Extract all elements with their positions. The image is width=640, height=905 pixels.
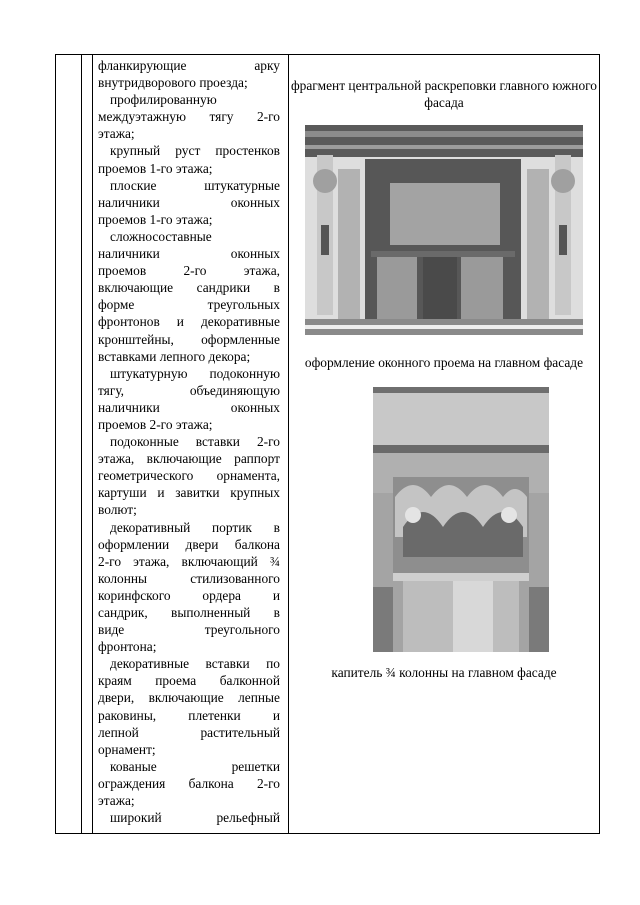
description-line: широкий рельефный	[110, 810, 280, 826]
description-line: двери, включающие лепные	[98, 690, 280, 706]
description-line: профилированную	[110, 92, 217, 108]
description-line: штукатурную подоконную	[110, 365, 280, 381]
description-line: 2-го этажа, включающий ¾	[98, 553, 280, 569]
description-line: виде треугольного	[98, 622, 280, 638]
description-line: вставками лепного декора;	[98, 348, 251, 364]
document-table	[55, 54, 600, 834]
description-line: тягу, объединяющую	[98, 382, 280, 398]
description-line: кронштейны, оформленные	[98, 331, 280, 347]
description-line: этажа;	[98, 126, 135, 142]
description-line: картуши и завитки крупных	[98, 485, 280, 501]
description-line: декоративный портик в	[110, 519, 280, 535]
description-line: орнамент;	[98, 741, 156, 757]
description-line: этажа, включающие раппорт	[98, 451, 280, 467]
column-divider-1	[81, 55, 82, 833]
photo-column-capital	[373, 387, 549, 652]
description-line: ограждения балкона 2-го	[98, 775, 280, 791]
description-line: сандрик, выполненный в	[98, 605, 280, 620]
caption-capital: капитель ¾ колонны на главном фасаде	[331, 665, 557, 680]
description-line: геометрического орнамента,	[98, 468, 280, 484]
description-line: наличники оконных	[98, 194, 280, 210]
description-line: проемов 1-го этажа;	[98, 211, 213, 227]
description-line: оформлении двери балкона	[98, 536, 280, 552]
description-line: лепной растительный	[98, 724, 280, 740]
description-line: подоконные вставки 2-го	[110, 434, 280, 450]
description-line: проемов 2-го этажа,	[98, 263, 280, 279]
description-line: проемов 2-го этажа;	[98, 416, 213, 432]
description-line: коринфского ордера и	[98, 587, 280, 603]
description-line: кованые решетки	[110, 758, 280, 774]
description-line: декоративные вставки по	[110, 656, 280, 672]
column-divider-2	[92, 55, 93, 833]
description-line: междуэтажную тягу 2-го	[98, 109, 280, 125]
description-line: крупный руст простенков	[110, 143, 280, 159]
description-line: форме треугольных	[98, 297, 280, 313]
description-line: колонны стилизованного	[98, 570, 280, 586]
caption-facade-fragment: фрагмент центральной раскреповки главного южного фасада	[290, 78, 597, 110]
description-line: наличники оконных	[98, 246, 280, 262]
description-line: наличники оконных	[98, 399, 280, 415]
column-divider-3	[288, 55, 289, 833]
caption-window-frame: оформление оконного проема на главном фасаде	[304, 355, 584, 370]
description-line: плоские штукатурные	[110, 177, 280, 193]
description-line: волют;	[98, 502, 137, 518]
description-line: фланкирующие арку	[98, 58, 280, 73]
description-line: раковины, плетенки и	[98, 707, 280, 723]
description-line: краям проема балконной	[98, 673, 280, 689]
description-line: фронтона;	[98, 639, 157, 655]
description-line: сложносоставные	[110, 228, 212, 244]
description-line: включающие сандрики в	[98, 280, 280, 296]
description-line: этажа;	[98, 793, 135, 809]
description-line: проемов 1-го этажа;	[98, 160, 213, 176]
description-column	[98, 57, 280, 826]
description-line: внутридворового проезда;	[98, 75, 248, 91]
photo-facade-fragment	[305, 125, 583, 335]
description-line: фронтонов и декоративные	[98, 314, 280, 330]
